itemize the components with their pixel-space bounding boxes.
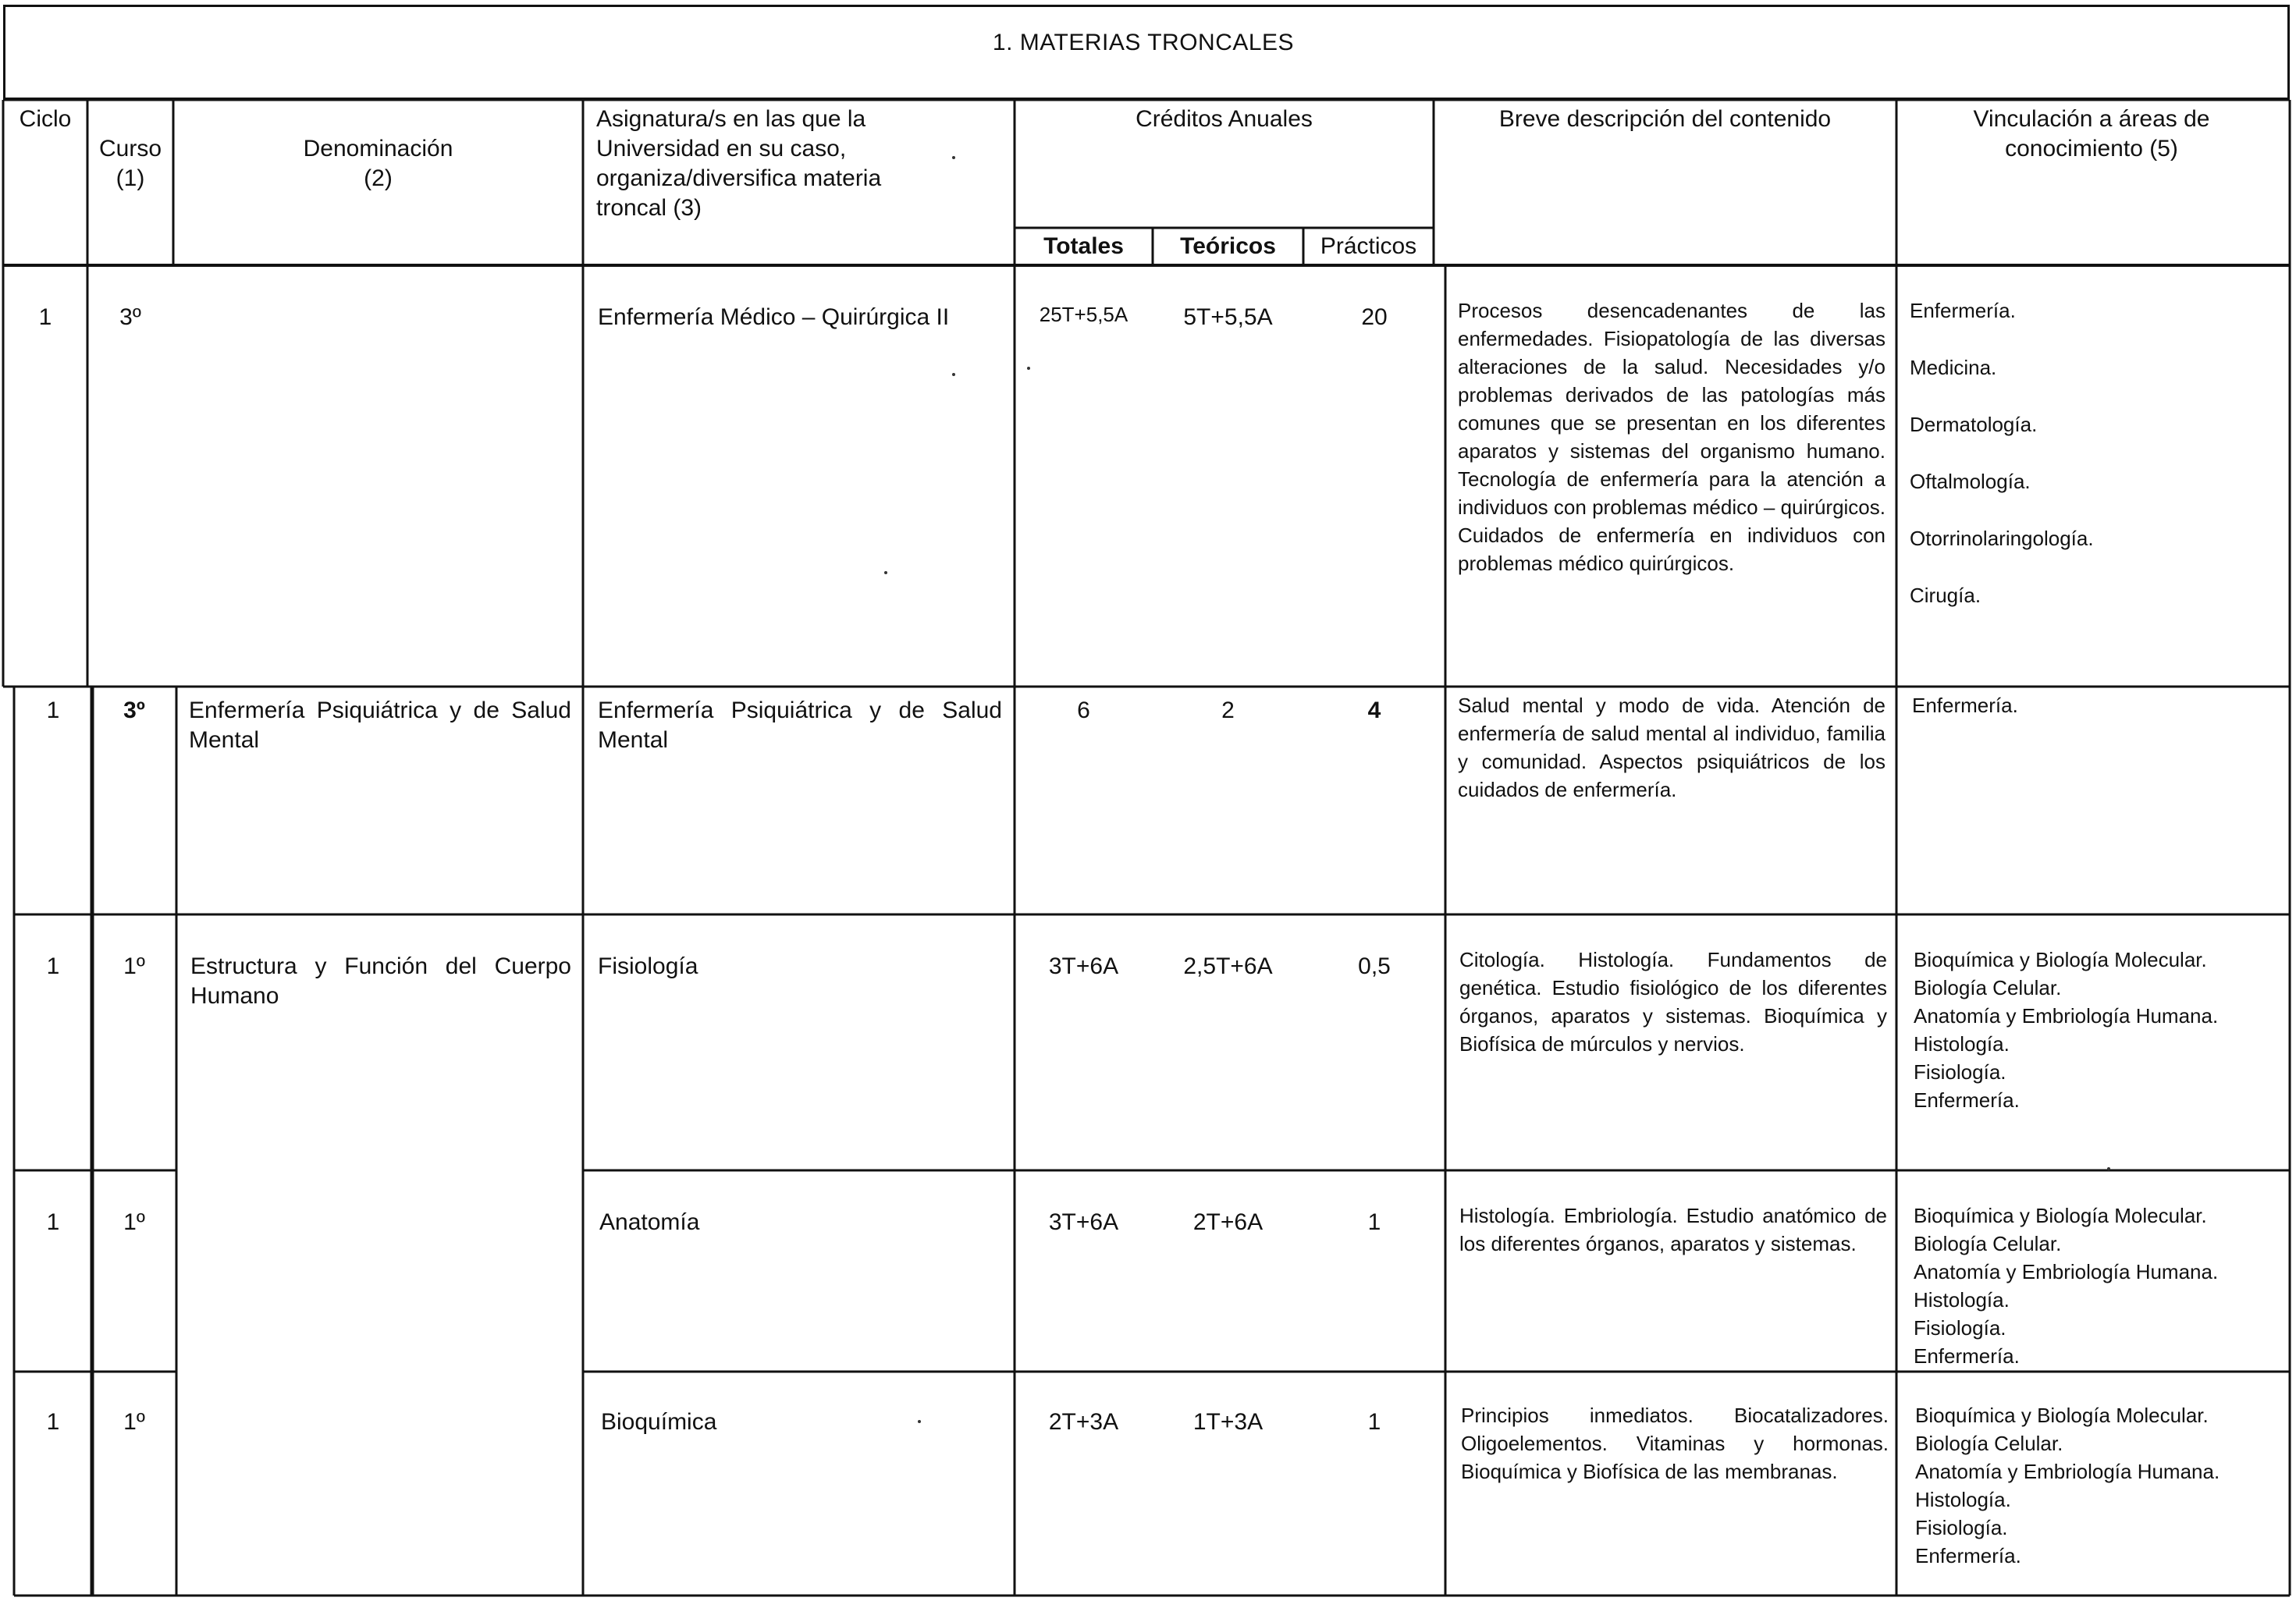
header-curso: Curso (1) xyxy=(98,136,162,191)
cell-practicos: 1 xyxy=(1367,1209,1381,1235)
area-item: Enfermería. xyxy=(1914,1088,2020,1112)
area-item: Biología Celular. xyxy=(1914,1232,2062,1255)
cell-vinculacion xyxy=(1914,946,2287,1114)
cell-practicos: 1 xyxy=(1367,1409,1381,1435)
area-item: Enfermería. xyxy=(1914,1344,2020,1368)
scan-speck xyxy=(952,156,955,159)
cell-descripcion: Principios inmediatos. Biocatalizadores. Oligoelementos. Vitaminas y hormonas. Bioquímica y Biofísica de las membranas. xyxy=(1461,1404,1889,1483)
cell-practicos: 20 xyxy=(1361,304,1388,330)
cell-curso: 1º xyxy=(123,953,145,979)
cell-denominacion: Estructura y Función del Cuerpo Humano xyxy=(190,953,571,1009)
area-item: Anatomía y Embriología Humana. xyxy=(1914,1260,2219,1283)
cell-vinculacion xyxy=(1915,1401,2287,1570)
area-item: Anatomía y Embriología Humana. xyxy=(1915,1460,2220,1483)
cell-asignatura: Enfermería Psiquiátrica y de Salud Mental xyxy=(598,698,1002,753)
cell-denominacion: Enfermería Psiquiátrica y de Salud Mental xyxy=(189,698,571,753)
header-totales: Totales xyxy=(1043,233,1124,259)
cell-vinculacion xyxy=(1910,296,2284,638)
area-item: Histología. xyxy=(1914,1288,2010,1312)
area-item: Histología. xyxy=(1914,1032,2010,1056)
cell-teoricos: 5T+5,5A xyxy=(1183,304,1273,330)
cell-totales: 3T+6A xyxy=(1048,1209,1119,1235)
cell-teoricos: 2,5T+6A xyxy=(1183,953,1273,979)
cell-descripcion: Procesos desencadenantes de las enfermedades. Fisiopatología de las diversas alteraciones de la salud. Necesidades y/o problemas derivados de las patologías más comunes que se presentan en los diferentes aparatos y sistemas del organismo humano. Tecnología de enfermería para la atención a individuos con problemas médico – quirúrgicos. Cuidados de enfermería en individuos con problemas médico quirúrgicos. xyxy=(1458,299,1885,575)
cell-teoricos: 1T+3A xyxy=(1192,1409,1264,1435)
area-item: Enfermería. xyxy=(1910,299,2016,322)
cell-descripcion: Salud mental y modo de vida. Atención de enfermería de salud mental al individuo, familia y comunidad. Aspectos psiquiátricos de los cuidados de enfermería. xyxy=(1458,694,1885,801)
page-title: 1. MATERIAS TRONCALES xyxy=(992,30,1295,55)
area-item: Histología. xyxy=(1915,1488,2011,1511)
header-creditos: Créditos Anuales xyxy=(1136,106,1313,132)
cell-totales: 2T+3A xyxy=(1048,1409,1119,1435)
area-item: Medicina. xyxy=(1910,356,1997,379)
cell-curso: 1º xyxy=(123,1209,145,1235)
header-vinculacion: Vinculación a áreas de conocimiento (5) xyxy=(1973,106,2210,162)
scan-speck xyxy=(918,1420,921,1423)
header-practicos: Prácticos xyxy=(1320,233,1417,259)
scan-speck xyxy=(952,373,955,376)
cell-practicos: 0,5 xyxy=(1358,953,1391,979)
cell-curso: 3º xyxy=(123,698,145,723)
cell-curso: 3º xyxy=(119,304,141,330)
area-item: Anatomía y Embriología Humana. xyxy=(1914,1004,2219,1028)
header-denominacion: Denominación (2) xyxy=(303,136,453,191)
area-item: Bioquímica y Biología Molecular. xyxy=(1914,1204,2207,1227)
cell-ciclo: 1 xyxy=(38,304,52,330)
cell-totales: 3T+6A xyxy=(1048,953,1119,979)
cell-asignatura: Enfermería Médico – Quirúrgica II xyxy=(598,304,950,330)
area-item: Biología Celular. xyxy=(1914,976,2062,999)
area-item: Dermatología. xyxy=(1910,413,2038,436)
cell-asignatura: Anatomía xyxy=(599,1209,700,1235)
area-item: Enfermería. xyxy=(1912,694,2018,717)
cell-curso: 1º xyxy=(123,1409,145,1435)
area-item: Fisiología. xyxy=(1914,1060,2006,1084)
cell-vinculacion xyxy=(1914,1202,2287,1370)
area-item: Fisiología. xyxy=(1914,1316,2006,1340)
header-asignatura: Asignatura/s en las que la Universidad en su caso, organiza/diversifica materia troncal (3) xyxy=(596,106,882,221)
area-item: Otorrinolaringología. xyxy=(1910,527,2094,550)
cell-asignatura: Bioquímica xyxy=(601,1409,717,1435)
scan-speck xyxy=(2107,1167,2110,1170)
header-ciclo: Ciclo xyxy=(19,106,72,132)
cell-ciclo: 1 xyxy=(46,1409,60,1435)
cell-descripcion: Citología. Histología. Fundamentos de genética. Estudio fisiológico de los diferentes órganos, aparatos y sistemas. Bioquímica y Biofísica de múrculos y nervios. xyxy=(1459,948,1887,1056)
area-item: Bioquímica y Biología Molecular. xyxy=(1914,948,2207,971)
area-item: Bioquímica y Biología Molecular. xyxy=(1915,1404,2209,1427)
scan-speck xyxy=(884,571,887,574)
area-item: Cirugía. xyxy=(1910,584,1981,607)
scan-speck xyxy=(1027,367,1030,370)
cell-totales: 25T+5,5A xyxy=(1039,303,1128,326)
cell-practicos: 4 xyxy=(1367,698,1381,723)
cell-teoricos: 2T+6A xyxy=(1192,1209,1264,1235)
area-item: Fisiología. xyxy=(1915,1516,2008,1539)
cell-ciclo: 1 xyxy=(46,698,60,723)
cell-ciclo: 1 xyxy=(46,1209,60,1235)
header-descripcion: Breve descripción del contenido xyxy=(1498,106,1832,132)
cell-vinculacion xyxy=(1912,691,2279,719)
cell-asignatura: Fisiología xyxy=(598,953,698,979)
cell-ciclo: 1 xyxy=(46,953,60,979)
cell-totales: 6 xyxy=(1077,698,1090,723)
cell-descripcion: Histología. Embriología. Estudio anatómico de los diferentes órganos, aparatos y sistemas. xyxy=(1459,1204,1887,1255)
area-item: Enfermería. xyxy=(1915,1544,2021,1567)
cell-teoricos: 2 xyxy=(1221,698,1235,723)
area-item: Biología Celular. xyxy=(1915,1432,2063,1455)
area-item: Oftalmología. xyxy=(1910,470,2031,493)
header-teoricos: Teóricos xyxy=(1180,233,1276,259)
